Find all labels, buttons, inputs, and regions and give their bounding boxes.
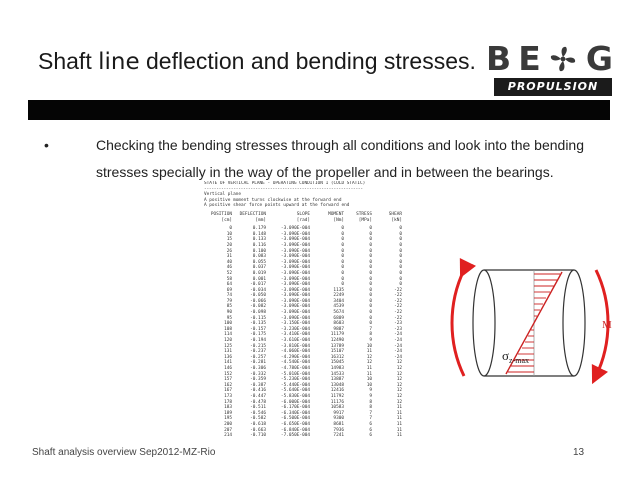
cell-shear: -24 <box>394 354 402 360</box>
cell-moment: 0 <box>341 259 344 265</box>
cell-moment: 8681 <box>333 421 344 427</box>
cell-stress: 0 <box>369 304 372 310</box>
cell-stress: 0 <box>369 287 372 293</box>
cell-shear: 0 <box>399 231 402 237</box>
cell-stress: 6 <box>369 421 372 427</box>
cell-stress: 9 <box>369 338 372 344</box>
cell-moment: 0 <box>341 237 344 243</box>
calculation-printout <box>204 181 422 453</box>
cell-stress: 6 <box>369 433 372 439</box>
cell-stress: 8 <box>369 405 372 411</box>
cell-shear: -22 <box>394 304 402 310</box>
sigma-subscript: z-max <box>509 356 530 365</box>
cell-shear: -23 <box>394 321 402 327</box>
title-line-word: line <box>98 49 140 75</box>
cell-position: 173 <box>224 393 232 399</box>
cell-position: 214 <box>224 433 232 439</box>
cell-deflection: 0.019 <box>252 270 266 276</box>
cell-shear: 12 <box>396 399 402 405</box>
cell-position: 20 <box>226 242 232 248</box>
cell-deflection: -0.215 <box>250 343 266 349</box>
logo-subtitle: PROPULSION <box>494 78 612 96</box>
cell-position: 141 <box>224 360 232 366</box>
cell-moment: 0 <box>341 270 344 276</box>
cell-shear: 0 <box>399 237 402 243</box>
berg-propulsion-logo <box>486 40 612 98</box>
cell-moment: 15107 <box>330 349 344 355</box>
header-bar <box>28 100 610 120</box>
cell-shear: 11 <box>396 405 402 411</box>
title-prefix: Shaft <box>38 48 99 74</box>
cell-stress: 7 <box>369 326 372 332</box>
cell-slope: -3.090E-004 <box>280 310 310 316</box>
cell-shear: 12 <box>396 360 402 366</box>
cell-shear: 11 <box>396 416 402 422</box>
cell-stress: 0 <box>369 248 372 254</box>
cell-stress: 0 <box>369 315 372 321</box>
cell-shear: 0 <box>399 248 402 254</box>
cell-position: 178 <box>224 399 232 405</box>
cell-deflection: -0.710 <box>250 433 266 439</box>
cell-stress: 10 <box>366 377 372 383</box>
cell-stress: 0 <box>369 242 372 248</box>
cell-slope: -3.090E-004 <box>280 315 310 321</box>
cell-deflection: 0.037 <box>252 265 266 271</box>
col-unit-stress: [MPa] <box>358 217 372 223</box>
cell-deflection: -0.098 <box>250 310 266 316</box>
cell-stress: 8 <box>369 332 372 338</box>
cell-stress: 0 <box>369 254 372 260</box>
cell-deflection: 0.083 <box>252 254 266 260</box>
shaft-right-end <box>563 270 585 376</box>
cell-moment: 7241 <box>333 433 344 439</box>
cell-stress: 6 <box>369 427 372 433</box>
title-suffix: deflection and bending stresses. <box>139 48 476 74</box>
printout-header-moment-note: A positive moment turns clockwise at the forward end <box>204 197 342 203</box>
cell-slope: -3.090E-004 <box>280 242 310 248</box>
cell-shear: 11 <box>396 433 402 439</box>
cell-shear: 12 <box>396 393 402 399</box>
bullet-text-line2: stresses specially in the way of the propeller and in between the bearings. <box>96 164 554 180</box>
cell-deflection: 0.116 <box>252 242 266 248</box>
cell-stress: 0 <box>369 321 372 327</box>
cell-position: 85 <box>226 304 232 310</box>
cell-shear: 0 <box>399 265 402 271</box>
cell-shear: 0 <box>399 282 402 288</box>
printout-header-plane: Vertical plane <box>204 192 242 198</box>
cell-stress: 0 <box>369 259 372 265</box>
cell-shear: -24 <box>394 349 402 355</box>
cell-position: 58 <box>226 276 232 282</box>
cell-position: 183 <box>224 405 232 411</box>
cell-shear: 0 <box>399 254 402 260</box>
printout-column-units <box>204 218 422 224</box>
cell-deflection: 0.148 <box>252 231 266 237</box>
cell-slope: -3.150E-004 <box>280 321 310 327</box>
cell-slope: -6.340E-004 <box>280 410 310 416</box>
cell-moment: 5674 <box>333 310 344 316</box>
cell-shear: 0 <box>399 226 402 232</box>
cell-stress: 8 <box>369 399 372 405</box>
cell-position: 64 <box>226 282 232 288</box>
cell-stress: 0 <box>369 237 372 243</box>
cell-shear: -24 <box>394 332 402 338</box>
cell-shear: -24 <box>394 343 402 349</box>
cell-deflection: -0.115 <box>250 315 266 321</box>
cell-position: 40 <box>226 259 232 265</box>
cell-stress: 0 <box>369 265 372 271</box>
cell-deflection: -0.281 <box>250 360 266 366</box>
cell-position: 0 <box>229 226 232 232</box>
moment-arrow-left <box>452 270 464 376</box>
cell-position: 26 <box>226 248 232 254</box>
cell-position: 108 <box>224 326 232 332</box>
cell-slope: -3.090E-004 <box>280 270 310 276</box>
cell-moment: 10583 <box>330 405 344 411</box>
cell-moment: 0 <box>341 276 344 282</box>
cell-moment: 3404 <box>333 298 344 304</box>
cell-deflection: -0.306 <box>250 366 266 371</box>
cell-moment: 0 <box>341 242 344 248</box>
cell-moment: 12416 <box>330 388 344 394</box>
cell-slope: -3.090E-004 <box>280 231 310 237</box>
cell-shear: 12 <box>396 388 402 394</box>
cell-position: 10 <box>226 231 232 237</box>
cell-deflection: -0.387 <box>250 382 266 388</box>
cell-stress: 0 <box>369 226 372 232</box>
cell-deflection: -0.050 <box>250 293 266 299</box>
col-header-stress: STRESS <box>356 211 372 217</box>
cell-slope: -6.170E-004 <box>280 405 310 411</box>
cell-shear: -22 <box>394 293 402 299</box>
col-unit-slope: [rad] <box>296 217 310 223</box>
cell-shear: -22 <box>394 298 402 304</box>
logo-letter-e: E <box>518 39 540 78</box>
cell-position: 136 <box>224 354 232 360</box>
cell-slope: -6.500E-004 <box>280 416 310 422</box>
cell-position: 114 <box>224 332 232 338</box>
cell-moment: 14983 <box>330 366 344 371</box>
cell-moment: 9917 <box>333 410 344 416</box>
col-unit-position: [cm] <box>221 217 232 223</box>
col-unit-moment: [Nm] <box>333 217 344 223</box>
cell-slope: -3.090E-004 <box>280 298 310 304</box>
cell-shear: 12 <box>396 366 402 371</box>
cell-deflection: 0.179 <box>252 226 266 232</box>
col-header-deflection: DEFLECTION <box>239 211 266 217</box>
cell-deflection: -0.359 <box>250 377 266 383</box>
cell-stress: 7 <box>369 410 372 416</box>
col-header-slope: SLOPE <box>296 211 310 217</box>
cell-slope: -5.640E-004 <box>280 388 310 394</box>
cell-slope: -5.830E-004 <box>280 393 310 399</box>
cell-shear: 12 <box>396 371 402 377</box>
cell-stress: 10 <box>366 382 372 388</box>
cell-stress: 11 <box>366 371 372 377</box>
printout-header-shear-note: A positive shear force points upward at the forward end <box>204 203 350 209</box>
cell-slope: -3.810E-004 <box>280 343 310 349</box>
cell-deflection: -0.194 <box>250 338 266 344</box>
cell-slope: -3.410E-004 <box>280 332 310 338</box>
cell-slope: -3.090E-004 <box>280 248 310 254</box>
cell-deflection: -0.237 <box>250 349 266 355</box>
cell-deflection: 0.001 <box>252 276 266 282</box>
cell-shear: 0 <box>399 242 402 248</box>
cell-slope: -6.840E-004 <box>280 427 310 433</box>
logo-letter-g: G <box>585 39 612 78</box>
cell-slope: -3.090E-004 <box>280 254 310 260</box>
cell-position: 200 <box>224 421 232 427</box>
cell-slope: -4.290E-004 <box>280 354 310 360</box>
moment-label: M <box>602 319 612 331</box>
col-unit-deflection: [mm] <box>255 217 266 223</box>
cell-position: 90 <box>226 310 232 316</box>
cell-stress: 11 <box>366 366 372 371</box>
cell-position: 125 <box>224 343 232 349</box>
cell-position: 31 <box>226 254 232 260</box>
col-header-position: POSITION <box>210 211 232 217</box>
cell-shear: 11 <box>396 421 402 427</box>
cell-moment: 2249 <box>333 293 344 299</box>
cell-position: 95 <box>226 315 232 321</box>
cell-moment: 11179 <box>330 332 344 338</box>
cell-deflection: -0.017 <box>250 282 266 288</box>
cell-moment: 1135 <box>333 287 344 293</box>
cell-slope: -3.090E-004 <box>280 282 310 288</box>
cell-moment: 13887 <box>330 377 344 383</box>
cell-position: 79 <box>226 298 232 304</box>
cell-stress: 7 <box>369 416 372 422</box>
cell-stress: 10 <box>366 343 372 349</box>
cell-moment: 0 <box>341 254 344 260</box>
cell-moment: 9300 <box>333 416 344 422</box>
cell-position: 52 <box>226 270 232 276</box>
sigma-label: $\sigma_{z-max}$ <box>502 348 530 365</box>
cell-moment: 0 <box>341 282 344 288</box>
cell-deflection: -0.511 <box>250 405 266 411</box>
cell-deflection: 0.100 <box>252 248 266 254</box>
cell-position: 189 <box>224 410 232 416</box>
printout-row <box>204 433 422 439</box>
cell-deflection: -0.618 <box>250 421 266 427</box>
cell-position: 167 <box>224 388 232 394</box>
cell-slope: -6.650E-004 <box>280 421 310 427</box>
cell-shear: 11 <box>396 427 402 433</box>
cell-stress: 0 <box>369 310 372 316</box>
cell-position: 157 <box>224 377 232 383</box>
cell-deflection: -0.175 <box>250 332 266 338</box>
cell-moment: 0 <box>341 265 344 271</box>
cell-slope: -3.090E-004 <box>280 304 310 310</box>
cell-stress: 0 <box>369 231 372 237</box>
cell-shear: -23 <box>394 326 402 332</box>
cell-moment: 4539 <box>333 304 344 310</box>
cell-stress: 0 <box>369 276 372 282</box>
cell-slope: -5.230E-004 <box>280 377 310 383</box>
cell-stress: 0 <box>369 298 372 304</box>
footer-text: Shaft analysis overview Sep2012-MZ-Rio <box>32 447 216 458</box>
cell-deflection: -0.257 <box>250 354 266 360</box>
cell-shear: 0 <box>399 276 402 282</box>
cell-stress: 9 <box>369 388 372 394</box>
cell-shear: -24 <box>394 338 402 344</box>
cell-deflection: -0.416 <box>250 388 266 394</box>
logo-letter-b: B <box>486 39 511 78</box>
cell-moment: 9887 <box>333 326 344 332</box>
bullet-marker: • <box>44 137 49 153</box>
shaft-left-end <box>473 270 495 376</box>
cell-moment: 11176 <box>330 399 344 405</box>
cell-moment: 7936 <box>333 427 344 433</box>
printout-rule: ----------------------------------------------------------------- <box>204 186 363 192</box>
cell-stress: 9 <box>369 393 372 399</box>
cell-slope: -3.610E-004 <box>280 338 310 344</box>
printout-header-title: STATE OF VERTICAL PLANE - OPERATING CONDITION 1 (COLD STATIC) <box>204 181 366 186</box>
cell-moment: 0 <box>341 231 344 237</box>
cell-position: 131 <box>224 349 232 355</box>
cell-slope: -6.000E-004 <box>280 399 310 405</box>
bending-stress-diagram <box>446 258 622 408</box>
cell-shear: 11 <box>396 410 402 416</box>
cell-stress: 0 <box>369 293 372 299</box>
cell-moment: 16312 <box>330 354 344 360</box>
printout-rows <box>204 226 422 439</box>
cell-slope: -3.230E-004 <box>280 326 310 332</box>
propeller-fan-icon <box>548 44 578 74</box>
cell-deflection: -0.546 <box>250 410 266 416</box>
cell-stress: 0 <box>369 270 372 276</box>
cell-moment: 11792 <box>330 393 344 399</box>
cell-moment: 13048 <box>330 382 344 388</box>
cell-slope: -4.060E-004 <box>280 349 310 355</box>
cell-shear: 0 <box>399 270 402 276</box>
cell-moment: 14533 <box>330 371 344 377</box>
cell-deflection: -0.034 <box>250 287 266 293</box>
cell-moment: 8603 <box>333 321 344 327</box>
cell-slope: -7.050E-004 <box>280 433 310 439</box>
cell-position: 146 <box>224 366 232 371</box>
cell-moment: 0 <box>341 226 344 232</box>
cell-stress: 12 <box>366 360 372 366</box>
cell-moment: 0 <box>341 248 344 254</box>
cell-slope: -3.090E-004 <box>280 287 310 293</box>
cell-stress: 11 <box>366 349 372 355</box>
cell-slope: -5.010E-004 <box>280 371 310 377</box>
cell-moment: 13789 <box>330 343 344 349</box>
col-unit-shear: [kN] <box>391 217 402 223</box>
cell-slope: -3.090E-004 <box>280 265 310 271</box>
cell-deflection: -0.082 <box>250 304 266 310</box>
cell-slope: -3.090E-004 <box>280 293 310 299</box>
cell-moment: 6809 <box>333 315 344 321</box>
cell-position: 100 <box>224 321 232 327</box>
cell-deflection: 0.133 <box>252 237 266 243</box>
cell-slope: -3.090E-004 <box>280 276 310 282</box>
cell-slope: -3.090E-004 <box>280 237 310 243</box>
cell-position: 74 <box>226 293 232 299</box>
slide-title <box>38 48 476 75</box>
cell-shear: 12 <box>396 382 402 388</box>
cell-deflection: -0.663 <box>250 427 266 433</box>
cell-position: 152 <box>224 371 232 377</box>
cell-slope: -4.780E-004 <box>280 366 310 371</box>
cell-position: 46 <box>226 265 232 271</box>
cell-deflection: -0.135 <box>250 321 266 327</box>
cell-position: 15 <box>226 237 232 243</box>
cell-position: 195 <box>224 416 232 422</box>
cell-position: 120 <box>224 338 232 344</box>
cell-position: 69 <box>226 287 232 293</box>
cell-stress: 12 <box>366 354 372 360</box>
cell-deflection: -0.332 <box>250 371 266 377</box>
cell-position: 207 <box>224 427 232 433</box>
cell-slope: -4.540E-004 <box>280 360 310 366</box>
bullet-text-line1: Checking the bending stresses through all conditions and look into the bending <box>96 137 584 153</box>
col-header-shear: SHEAR <box>388 211 402 217</box>
cell-moment: 12490 <box>330 338 344 344</box>
cell-shear: -22 <box>394 287 402 293</box>
cell-position: 162 <box>224 382 232 388</box>
cell-deflection: -0.582 <box>250 416 266 422</box>
cell-shear: -22 <box>394 310 402 316</box>
col-header-moment: MOMENT <box>328 211 344 217</box>
cell-slope: -3.090E-004 <box>280 259 310 265</box>
cell-shear: -22 <box>394 315 402 321</box>
cell-deflection: 0.055 <box>252 259 266 265</box>
cell-deflection: -0.066 <box>250 298 266 304</box>
cell-stress: 0 <box>369 282 372 288</box>
cell-shear: 12 <box>396 377 402 383</box>
cell-deflection: -0.447 <box>250 393 266 399</box>
cell-deflection: -0.157 <box>250 326 266 332</box>
cell-slope: -3.090E-004 <box>280 226 310 232</box>
cell-shear: 0 <box>399 259 402 265</box>
cell-slope: -5.440E-004 <box>280 382 310 388</box>
cell-moment: 15045 <box>330 360 344 366</box>
cell-deflection: -0.478 <box>250 399 266 405</box>
page-number: 13 <box>573 447 585 458</box>
